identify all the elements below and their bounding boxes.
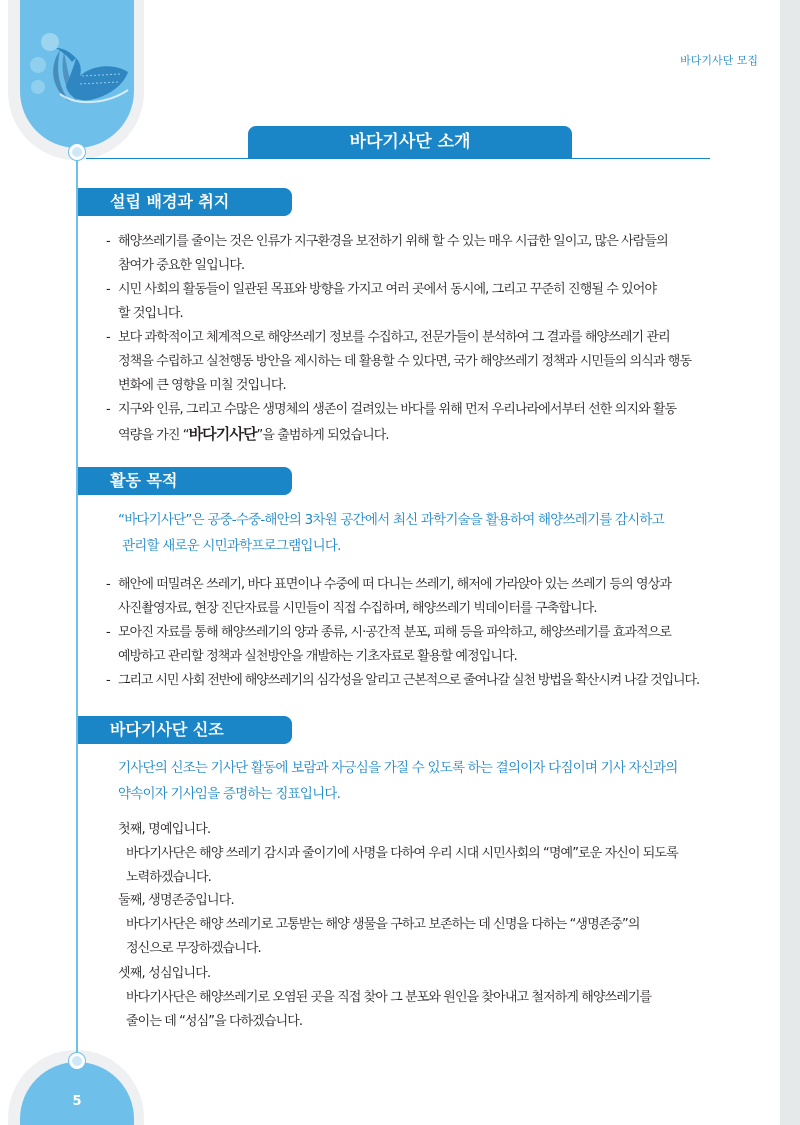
background-bullet-1: - 해양쓰레기를 줄이는 것은 인류가 지구환경을 보전하기 위해 할 수 있는 매우 시급한 일이고, 많은 사람들의 참여가 중요한 일입니다.	[106, 234, 668, 273]
title-underline	[86, 158, 710, 159]
section-heading-creed: 바다기사단 신조	[78, 716, 292, 744]
timeline-dot-bottom	[69, 1053, 85, 1069]
creed-highlight: 기사단의 신조는 기사단 활동에 보람과 자긍심을 가질 수 있도록 하는 결의이자 다짐이며 기사 자신과의 약속이자 기사임을 증명하는 징표입니다.	[118, 760, 678, 802]
running-header: 바다기사단 모집	[680, 54, 758, 67]
creed-item-1-body: 바다기사단은 해양 쓰레기 감시과 줄이기에 사명을 다하여 우리 시대 시민사회의 “명예”로운 자신이 되도록 노력하겠습니다.	[126, 846, 678, 885]
whale-logo-icon	[20, 0, 134, 148]
section-heading-purpose: 활동 목적	[78, 467, 292, 495]
background-bullet-2: - 시민 사회의 활동들이 일관된 목표와 방향을 가지고 여러 곳에서 동시에, 그리고 꾸준히 진행될 수 있어야 할 것입니다.	[106, 282, 657, 321]
emphasis-knights: 바다기사단	[188, 425, 257, 443]
purpose-bullet-2: - 모아진 자료를 통해 해양쓰레기의 양과 종류, 시·공간적 분포, 피해 등을 파악하고, 해양쓰레기를 효과적으로 예방하고 관리할 정책과 실천방안을 개발하는 기초자료로 활용할 예정입니다.	[106, 625, 672, 664]
background-bullet-3: - 보다 과학적이고 체계적으로 해양쓰레기 정보를 수집하고, 전문가들이 분석하여 그 결과를 해양쓰레기 관리 정책을 수립하고 실천행동 방안을 제시하는 데 활용할 수 있다면, 국가 해양쓰레기 정책과 시민들의 의식과 행동 변화에 큰 영향을 미칠 것입니다.	[106, 330, 692, 393]
creed-item-2-head: 둘째, 생명존중입니다.	[118, 893, 234, 908]
page-number: 5	[72, 1094, 82, 1109]
page-title: 바다기사단 소개	[248, 126, 572, 158]
top-decoration-tab	[20, 0, 134, 148]
background-bullet-4: - 지구와 인류, 그리고 수많은 생명체의 생존이 걸려있는 바다를 위해 먼저 우리나라에서부터 선한 의지와 활동 역량을 가진 “바다기사단”을 출범하게 되었습니다.	[106, 402, 677, 443]
section-heading-background: 설립 배경과 취지	[78, 188, 292, 216]
creed-item-3-body: 바다기사단은 해양쓰레기로 오염된 곳을 직접 찾아 그 분포와 원인을 찾아내고 철저하게 해양쓰레기를 줄이는 데 “성심”을 다하겠습니다.	[126, 990, 652, 1029]
timeline-dot-top	[69, 144, 85, 160]
purpose-bullet-1: - 해안에 떠밀려온 쓰레기, 바다 표면이나 수중에 떠 다니는 쓰레기, 해저에 가라앉아 있는 쓰레기 등의 영상과 사진촬영자료, 현장 진단자료를 시민들이 직접 수집하며, 해양쓰레기 빅데이터를 구축합니다.	[106, 577, 672, 616]
creed-item-3-head: 셋째, 성심입니다.	[118, 966, 211, 981]
purpose-bullet-3: - 그리고 시민 사회 전반에 해양쓰레기의 심각성을 알리고 근본적으로 줄여나갈 실천 방법을 확산시켜 나갈 것입니다.	[106, 673, 699, 688]
purpose-highlight: “바다기사단”은 공중-수중-해안의 3차원 공간에서 최신 과학기술을 활용하여 해양쓰레기를 감시하고 관리할 새로운 시민과학프로그램입니다.	[118, 512, 664, 554]
creed-item-1-head: 첫째, 명예입니다.	[118, 822, 211, 837]
creed-item-2-body: 바다기사단은 해양 쓰레기로 고통받는 해양 생물을 구하고 보존하는 데 신명을 다하는 “생명존중”의 정신으로 무장하겠습니다.	[126, 917, 640, 956]
timeline-line	[76, 152, 78, 1058]
